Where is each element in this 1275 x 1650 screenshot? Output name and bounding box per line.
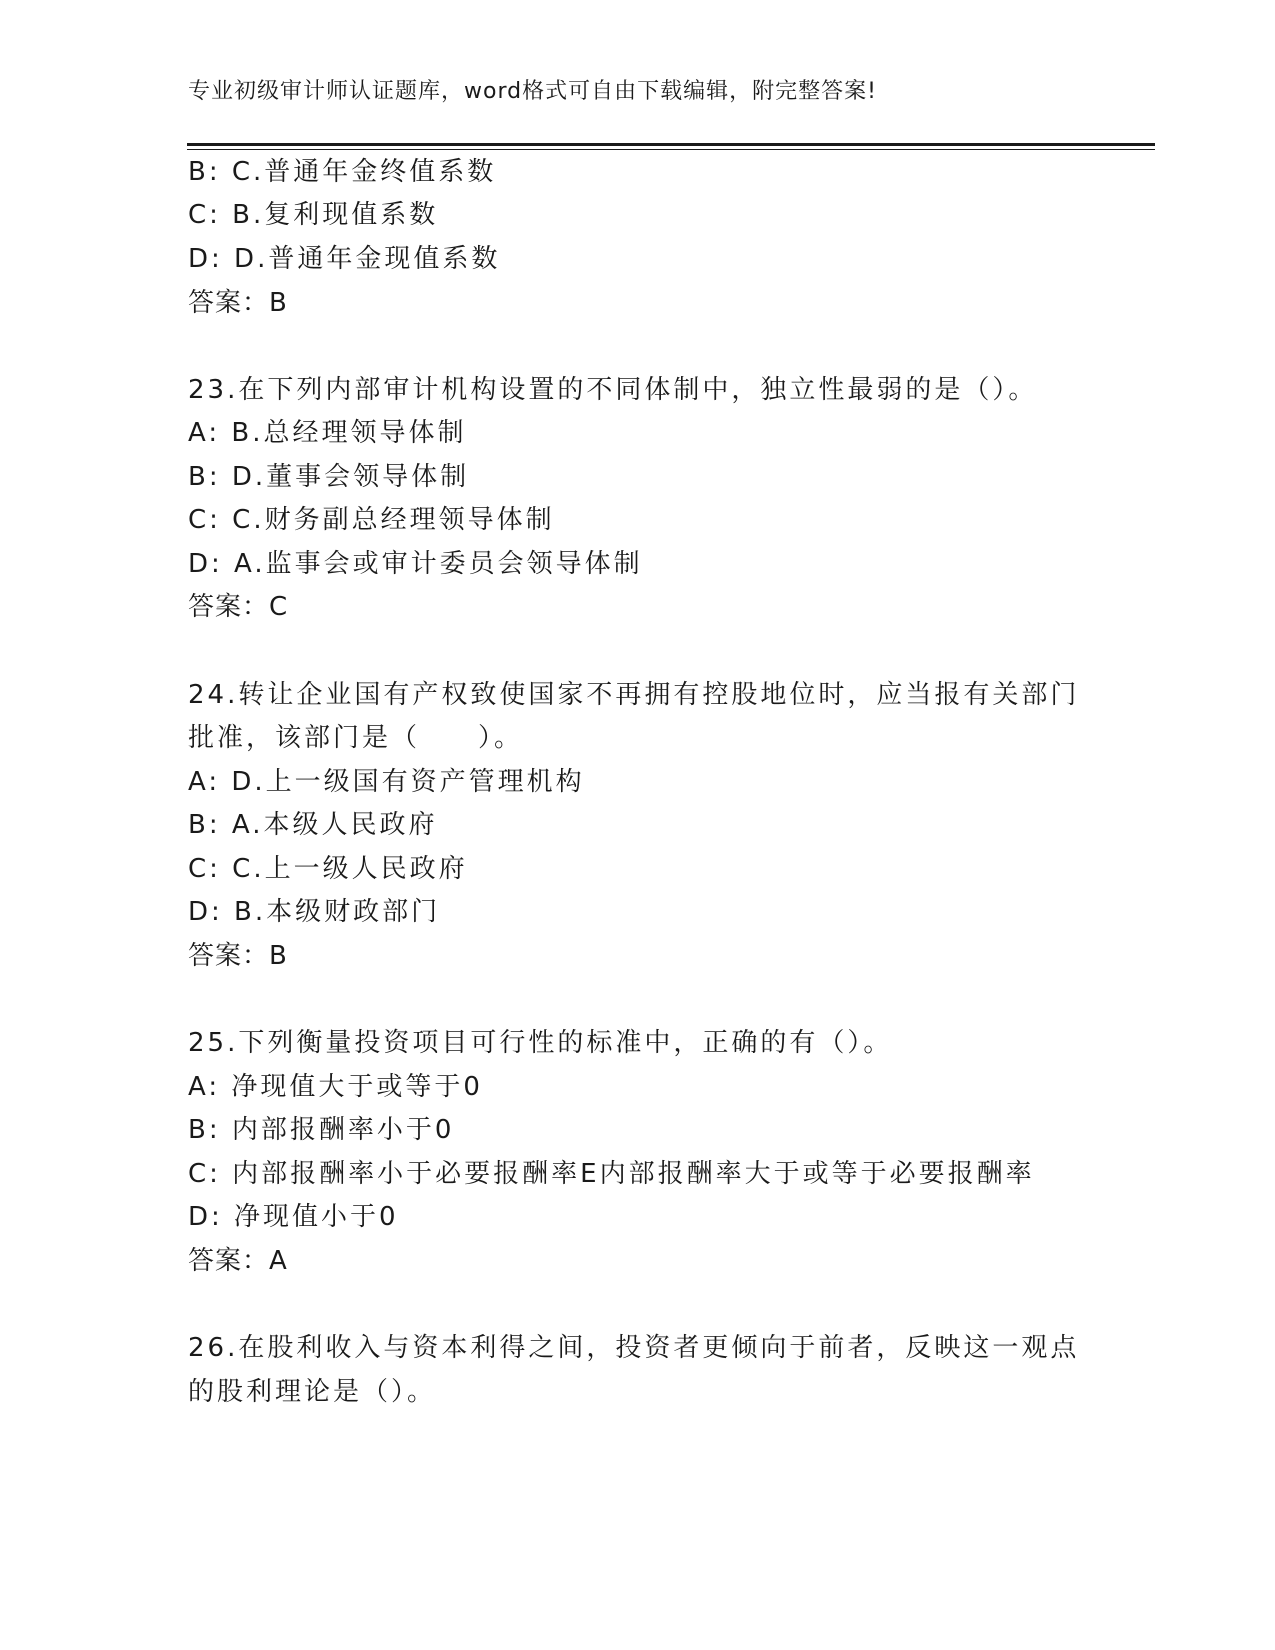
option-line: D: B.本级财政部门	[188, 897, 441, 927]
option-line: D: 净现值小于0	[188, 1202, 399, 1232]
option-line: D: D.普通年金现值系数	[188, 244, 501, 274]
option-line: B: 内部报酬率小于0	[188, 1115, 455, 1145]
answer-line: 答案：A	[188, 1246, 288, 1276]
option-line: A: B.总经理领导体制	[188, 418, 467, 448]
question-line: 24.转让企业国有产权致使国家不再拥有控股地位时，应当报有关部门	[188, 680, 1080, 710]
answer-line: 答案：B	[188, 288, 288, 318]
page-header: 专业初级审计师认证题库，word格式可自由下载编辑，附完整答案!	[188, 79, 877, 104]
option-line: A: D.上一级国有资产管理机构	[188, 767, 585, 797]
answer-line: 答案：C	[188, 592, 289, 622]
option-line: C: C.上一级人民政府	[188, 854, 468, 884]
question-line: 26.在股利收入与资本利得之间，投资者更倾向于前者，反映这一观点	[188, 1333, 1080, 1363]
question-line: 的股利理论是（）。	[188, 1377, 437, 1407]
header-divider	[187, 143, 1155, 150]
option-line: B: A.本级人民政府	[188, 810, 438, 840]
question-line: 批准，该部门是（ ）。	[188, 723, 524, 753]
question-line: 23.在下列内部审计机构设置的不同体制中，独立性最弱的是（）。	[188, 375, 1038, 405]
option-line: A: 净现值大于或等于0	[188, 1072, 483, 1102]
question-line: 25.下列衡量投资项目可行性的标准中，正确的有（）。	[188, 1028, 893, 1058]
answer-line: 答案：B	[188, 941, 288, 971]
option-line: D: A.监事会或审计委员会领导体制	[188, 549, 643, 579]
option-line: B: D.董事会领导体制	[188, 462, 470, 492]
option-line: C: 内部报酬率小于必要报酬率E内部报酬率大于或等于必要报酬率	[188, 1159, 1035, 1189]
option-line: C: C.财务副总经理领导体制	[188, 505, 555, 535]
option-line: C: B.复利现值系数	[188, 200, 439, 230]
option-line: B: C.普通年金终值系数	[188, 157, 497, 187]
